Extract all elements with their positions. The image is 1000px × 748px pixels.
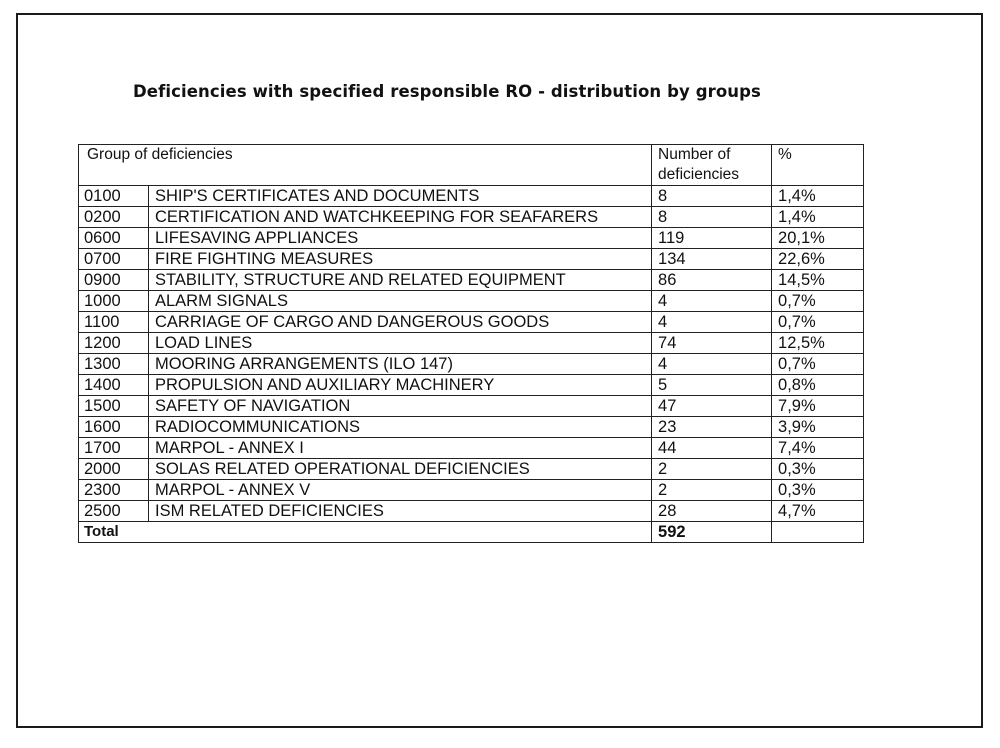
group-code-cell: 1000: [79, 291, 149, 312]
group-code-cell: 1400: [79, 375, 149, 396]
header-group: Group of deficiencies: [79, 145, 652, 186]
number-cell: 134: [652, 249, 772, 270]
table-row: [79, 459, 864, 480]
percent-cell: 20,1%: [772, 228, 864, 249]
table-body: [79, 145, 864, 543]
number-cell: 4: [652, 291, 772, 312]
group-code-cell: 2500: [79, 501, 149, 522]
group-code-cell: 1200: [79, 333, 149, 354]
group-name-cell: ALARM SIGNALS: [149, 291, 652, 312]
percent-cell: 4,7%: [772, 501, 864, 522]
number-cell: 119: [652, 228, 772, 249]
number-cell: 2: [652, 480, 772, 501]
number-cell: 74: [652, 333, 772, 354]
number-cell: 2: [652, 459, 772, 480]
number-cell: 5: [652, 375, 772, 396]
table-row: [79, 291, 864, 312]
group-name-cell: PROPULSION AND AUXILIARY MACHINERY: [149, 375, 652, 396]
header-percent: %: [772, 145, 864, 186]
table-row: [79, 270, 864, 291]
percent-cell: 0,7%: [772, 354, 864, 375]
percent-cell: 0,3%: [772, 459, 864, 480]
group-code-cell: 0100: [79, 186, 149, 207]
number-cell: 4: [652, 312, 772, 333]
percent-cell: 0,8%: [772, 375, 864, 396]
total-percent: [772, 522, 864, 543]
group-name-cell: ISM RELATED DEFICIENCIES: [149, 501, 652, 522]
group-code-cell: 0600: [79, 228, 149, 249]
group-name-cell: RADIOCOMMUNICATIONS: [149, 417, 652, 438]
header-row: [79, 145, 864, 186]
percent-cell: 0,7%: [772, 291, 864, 312]
percent-cell: 12,5%: [772, 333, 864, 354]
percent-cell: 1,4%: [772, 186, 864, 207]
number-cell: 44: [652, 438, 772, 459]
group-code-cell: 0900: [79, 270, 149, 291]
group-name-cell: LIFESAVING APPLIANCES: [149, 228, 652, 249]
group-code-cell: 1600: [79, 417, 149, 438]
group-name-cell: SHIP'S CERTIFICATES AND DOCUMENTS: [149, 186, 652, 207]
percent-cell: 22,6%: [772, 249, 864, 270]
table-row: [79, 354, 864, 375]
header-number: Number of deficiencies: [652, 145, 772, 186]
number-cell: 8: [652, 186, 772, 207]
group-code-cell: 0700: [79, 249, 149, 270]
table-row: [79, 480, 864, 501]
group-code-cell: 1100: [79, 312, 149, 333]
group-name-cell: SOLAS RELATED OPERATIONAL DEFICIENCIES: [149, 459, 652, 480]
total-number: 592: [652, 522, 772, 543]
group-code-cell: 1500: [79, 396, 149, 417]
group-code-cell: 0200: [79, 207, 149, 228]
percent-cell: 14,5%: [772, 270, 864, 291]
group-code-cell: 1300: [79, 354, 149, 375]
table-row: [79, 186, 864, 207]
total-label: Total: [79, 522, 652, 543]
percent-cell: 7,4%: [772, 438, 864, 459]
number-cell: 47: [652, 396, 772, 417]
percent-cell: 7,9%: [772, 396, 864, 417]
table-row: [79, 333, 864, 354]
group-name-cell: MARPOL - ANNEX I: [149, 438, 652, 459]
number-cell: 8: [652, 207, 772, 228]
table-row: [79, 249, 864, 270]
table-row: [79, 207, 864, 228]
group-name-cell: FIRE FIGHTING MEASURES: [149, 249, 652, 270]
table-row: [79, 417, 864, 438]
deficiencies-table: [78, 144, 864, 543]
group-name-cell: SAFETY OF NAVIGATION: [149, 396, 652, 417]
page-title: Deficiencies with specified responsible RO - distribution by groups: [133, 82, 761, 101]
group-name-cell: STABILITY, STRUCTURE AND RELATED EQUIPMENT: [149, 270, 652, 291]
table-row: [79, 228, 864, 249]
group-code-cell: 1700: [79, 438, 149, 459]
percent-cell: 0,3%: [772, 480, 864, 501]
table-row: [79, 312, 864, 333]
group-name-cell: MARPOL - ANNEX V: [149, 480, 652, 501]
total-row: [79, 522, 864, 543]
number-cell: 28: [652, 501, 772, 522]
percent-cell: 1,4%: [772, 207, 864, 228]
group-name-cell: MOORING ARRANGEMENTS (ILO 147): [149, 354, 652, 375]
number-cell: 4: [652, 354, 772, 375]
percent-cell: 0,7%: [772, 312, 864, 333]
group-name-cell: LOAD LINES: [149, 333, 652, 354]
table-row: [79, 396, 864, 417]
percent-cell: 3,9%: [772, 417, 864, 438]
group-name-cell: CERTIFICATION AND WATCHKEEPING FOR SEAFARERS: [149, 207, 652, 228]
group-code-cell: 2000: [79, 459, 149, 480]
group-name-cell: CARRIAGE OF CARGO AND DANGEROUS GOODS: [149, 312, 652, 333]
table-row: [79, 375, 864, 396]
number-cell: 86: [652, 270, 772, 291]
number-cell: 23: [652, 417, 772, 438]
group-code-cell: 2300: [79, 480, 149, 501]
table-row: [79, 438, 864, 459]
table-row: [79, 501, 864, 522]
